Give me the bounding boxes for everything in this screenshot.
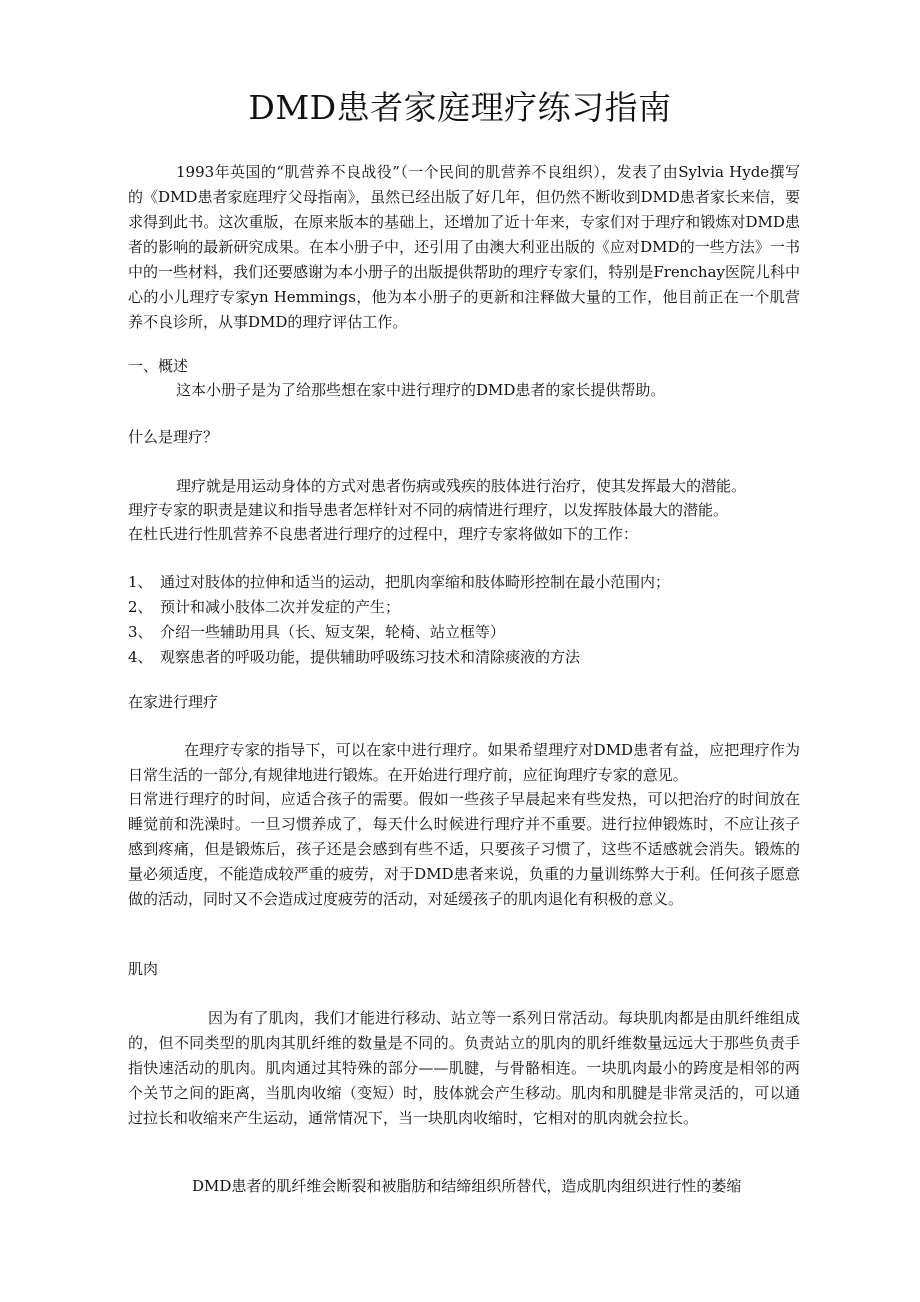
list-item	[128, 620, 800, 645]
home-therapy-paragraph-2: 日常进行理疗的时间，应适合孩子的需要。假如一些孩子早晨起来有些发热，可以把治疗的时间放在睡觉前和洗澡时。一旦习惯养成了，每天什么时候进行理疗并不重要。进行拉伸锻炼时，不应让孩子感到疼痛，但是锻炼后，孩子还是会感到有些不适，只要孩子习惯了，这些不适感就会消失。锻炼的量必须适度，不能造成较严重的疲劳，对于DMD患者来说，负重的力量训练弊大于利。任何孩子愿意做的活动，同时又不会造成过度疲劳的活动，对延缓孩子的肌肉退化有积极的意义。	[128, 790, 800, 908]
overview-heading: 一、概述	[128, 357, 189, 375]
muscle-paragraph-1: 因为有了肌肉，我们才能进行移动、站立等一系列日常活动。每块肌肉都是由肌纤维组成的，但不同类型的肌肉其肌纤维的数量是不同的。负责站立的肌肉的肌纤维数量远远大于那些负责手指快速活动的肌肉。肌肉通过其特殊的部分——肌腱，与骨骼相连。一块肌肉最小的跨度是相邻的两个关节之间的距离，当肌肉收缩（变短）时，肢体就会产生移动。肌肉和肌腱是非常灵活的，可以通过拉长和收缩来产生运动，通常情况下，当一块肌肉收缩时，它相对的肌肉就会拉长。	[128, 1009, 800, 1127]
intro-paragraph: 1993年英国的“肌营养不良战役”（一个民间的肌营养不良组织），发表了由Sylvia Hyde撰写的《DMD患者家庭理疗父母指南》，虽然已经出版了好几年，但仍然不断收到DMD患者家长来信，要求得到此书。这次重版，在原来版本的基础上，还增加了近十年来，专家们对于理疗和锻炼对DMD患者的影响的最新研究成果。在本小册子中，还引用了由澳大利亚出版的《应对DMD的一些方法》一书中的一些材料，我们还要感谢为本小册子的出版提供帮助的理疗专家们，特别是Frenchay医院儿科中心的小儿理疗专家yn Hemmings，他为本小册子的更新和注释做大量的工作，他目前正在一个肌营养不良诊所，从事DMD的理疗评估工作。	[128, 163, 800, 331]
home-therapy-heading: 在家进行理疗	[128, 693, 219, 711]
list-item-text: 通过对肢体的拉伸和适当的运动，把肌肉挛缩和肢体畸形控制在最小范围内；	[160, 573, 671, 591]
list-item	[128, 570, 800, 595]
list-item-text: 预计和减小肢体二次并发症的产生；	[160, 598, 401, 616]
muscle-paragraph-2: DMD患者的肌纤维会断裂和被脂肪和结缔组织所替代，造成肌肉组织进行性的萎缩	[192, 1177, 742, 1195]
list-item-text: 观察患者的呼吸功能，提供辅助呼吸练习技术和清除痰液的方法	[160, 648, 581, 666]
what-is-therapy-paragraph-1: 理疗就是用运动身体的方式对患者伤病或残疾的肢体进行治疗，使其发挥最大的潜能。	[176, 477, 747, 495]
muscle-heading: 肌肉	[128, 960, 159, 978]
home-therapy-paragraph-1: 在理疗专家的指导下，可以在家中进行理疗。如果希望理疗对DMD患者有益，应把理疗作为日常生活的一部分,有规律地进行锻炼。在开始进行理疗前，应征询理疗专家的意见。	[128, 741, 800, 784]
list-item	[128, 595, 800, 620]
list-item	[128, 645, 800, 670]
document-title: DMD患者家庭理疗练习指南	[248, 88, 672, 127]
list-item-number: 4、	[128, 648, 153, 666]
therapist-duties-list	[128, 570, 800, 670]
list-item-number: 1、	[128, 573, 153, 591]
what-is-therapy-paragraph-3: 在杜氏进行性肌营养不良患者进行理疗的过程中，理疗专家将做如下的工作：	[128, 525, 639, 543]
what-is-therapy-paragraph-2: 理疗专家的职责是建议和指导患者怎样针对不同的病情进行理疗，以发挥肢体最大的潜能。	[128, 501, 729, 519]
list-item-number: 3、	[128, 623, 153, 641]
what-is-therapy-heading: 什么是理疗？	[128, 428, 219, 446]
list-item-text: 介绍一些辅助用具（长、短支架，轮椅、站立框等）	[160, 623, 506, 641]
list-item-number: 2、	[128, 598, 153, 616]
overview-paragraph: 这本小册子是为了给那些想在家中进行理疗的DMD患者的家长提供帮助。	[176, 381, 666, 399]
